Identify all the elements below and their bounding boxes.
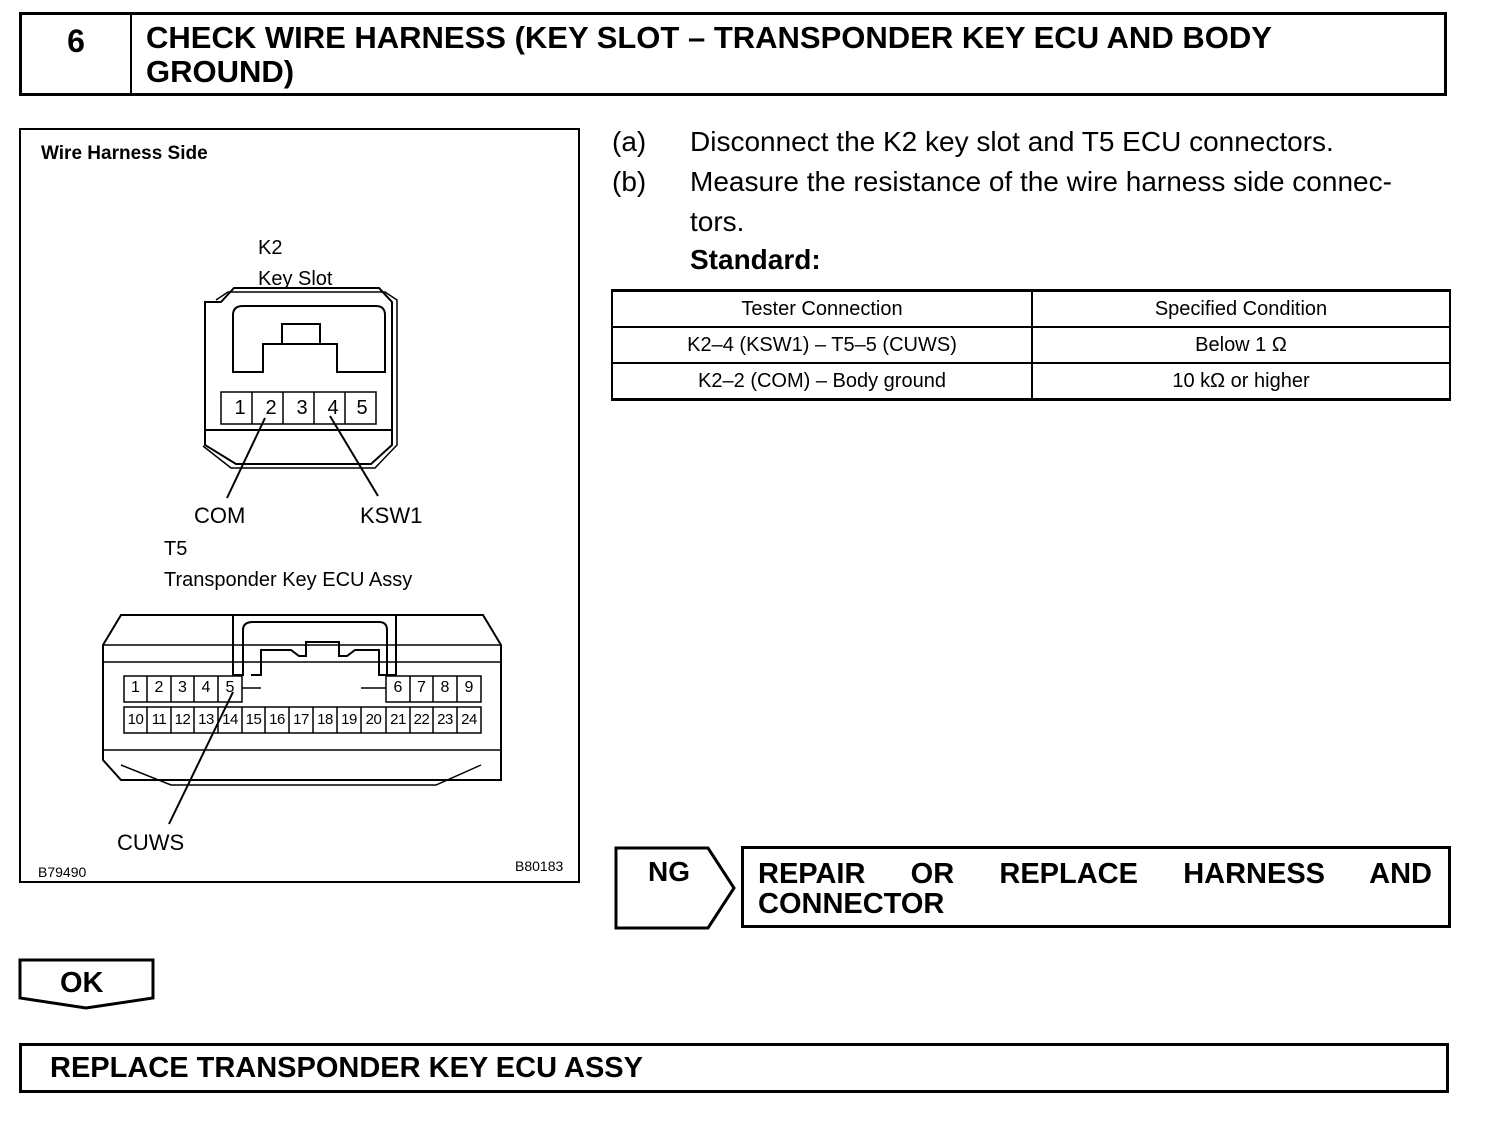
spec-table [611,289,1451,401]
t5-pin: 14 [222,711,238,728]
table-cell: 10 kΩ or higher [1032,363,1450,400]
t5-pin: 20 [365,711,382,728]
t5-pin: 9 [464,679,474,696]
ok-action-box [19,1043,1449,1093]
ng-action-text: REPAIR OR REPLACE HARNESS AND [758,858,1432,890]
table-header-row [612,291,1450,328]
t5-pin: 2 [154,679,164,696]
instruction-text-cont: tors. [690,206,745,237]
t5-pin: 12 [174,711,191,728]
t5-pin: 21 [390,711,406,728]
table-row [612,363,1450,400]
t5-pin: 8 [440,679,450,696]
ksw1-leader-line [330,416,378,496]
com-label: COM [194,503,246,528]
t5-pin: 13 [198,711,214,728]
t5-id: T5 [164,538,188,560]
table-header: Tester Connection [612,291,1032,328]
table-cell: K2–4 (KSW1) – T5–5 (CUWS) [612,327,1032,363]
k2-pin: 4 [327,397,339,419]
t5-pin: 18 [317,711,333,728]
figure-title: Wire Harness Side [41,143,208,164]
connector-drawing [21,130,578,881]
t5-name: Transponder Key ECU Assy [164,569,413,591]
ng-action-text-cont: CONNECTOR [758,888,945,920]
ksw1-label: KSW1 [360,503,423,528]
step-number: 6 [22,15,132,93]
ng-action-box [741,846,1451,928]
t5-pin: 7 [417,679,426,696]
step-header [19,12,1447,96]
step-title: CHECK WIRE HARNESS (KEY SLOT – TRANSPONDER KEY ECU AND BODY GROUND) [146,20,1272,89]
table-cell: Below 1 Ω [1032,327,1450,363]
k2-id: K2 [258,237,283,259]
k2-pin: 2 [265,397,277,419]
t5-pin: 17 [293,711,309,728]
ok-label: OK [60,967,104,999]
t5-pin: 1 [131,679,140,696]
t5-connector-outline [103,615,501,785]
instruction-text: Disconnect the K2 key slot and T5 ECU connectors. [690,126,1334,157]
instruction-text: Measure the resistance of the wire harness side connec- [690,166,1392,197]
t5-pin: 16 [269,711,285,728]
k2-pin: 5 [356,397,368,419]
t5-pin: 3 [178,679,187,696]
instruction-letter: (a) [612,126,647,157]
cuws-label: CUWS [117,830,185,855]
t5-pin: 15 [245,711,262,728]
t5-pin: 19 [341,711,357,728]
k2-name: Key Slot [258,268,333,290]
t5-pin: 22 [413,711,430,728]
ng-label: NG [648,856,690,887]
t5-pin: 24 [461,711,477,728]
figure-ref-right: B80183 [515,858,564,874]
t5-pin: 6 [393,679,403,696]
figure-ref-left: B79490 [38,864,87,880]
ok-action-text: REPLACE TRANSPONDER KEY ECU ASSY [50,1052,643,1084]
t5-pin: 4 [201,679,211,696]
standard-label: Standard: [690,244,821,275]
k2-pin: 3 [296,397,308,419]
connector-diagram [19,128,580,883]
table-cell: K2–2 (COM) – Body ground [612,363,1032,400]
k2-connector-outline [203,288,397,468]
t5-pin: 5 [225,679,235,696]
k2-pin: 1 [234,397,246,419]
table-row [612,327,1450,363]
t5-pin: 23 [437,711,453,728]
table-header: Specified Condition [1032,291,1450,328]
t5-pin: 11 [151,711,167,728]
t5-pin: 10 [127,711,144,728]
instruction-letter: (b) [612,166,647,197]
